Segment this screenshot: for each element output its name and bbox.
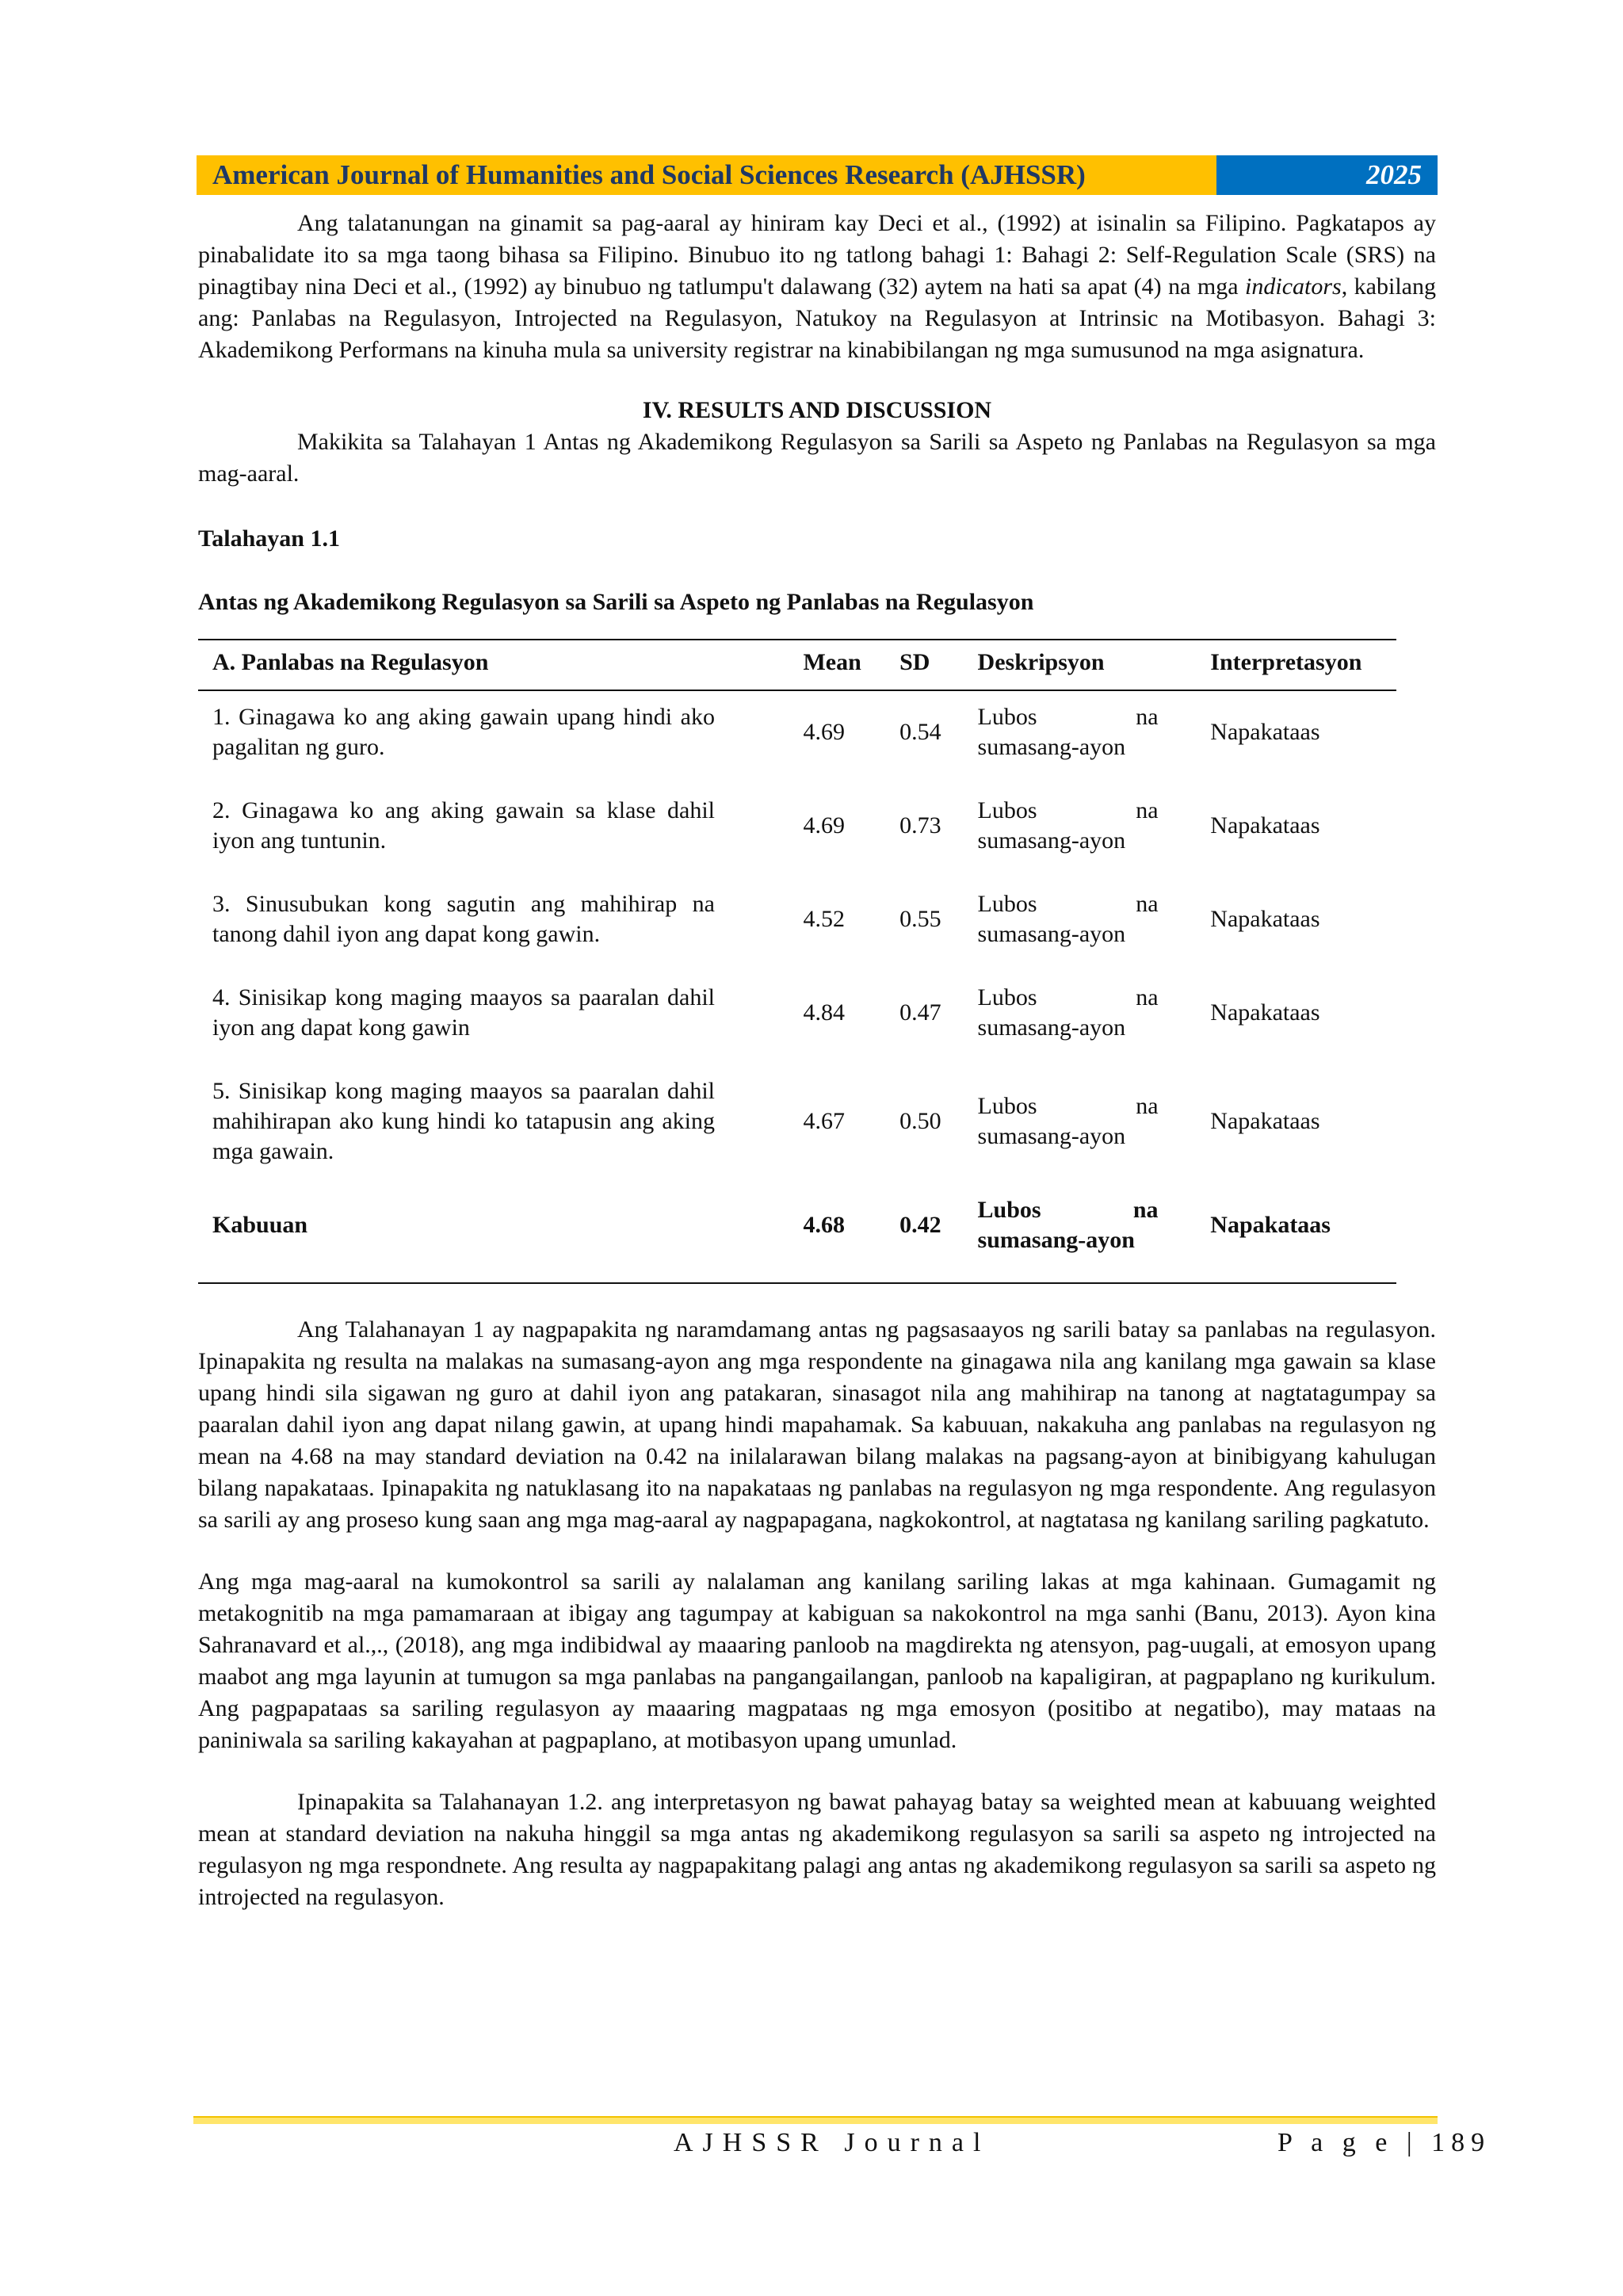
desc-word: na <box>1136 704 1159 730</box>
row-desc <box>978 702 1159 762</box>
table-total-row <box>198 1190 1396 1283</box>
table-row <box>198 690 1396 786</box>
table-caption: Antas ng Akademikong Regulasyon sa Sarili sa Aspeto ng Panlabas na Regulasyon <box>198 589 1034 615</box>
row-interp: Napakataas <box>1210 1108 1320 1134</box>
row-sd: 0.73 <box>899 812 941 839</box>
section-intro: Makikita sa Talahayan 1 Antas ng Akademikong Regulasyon sa Sarili sa Aspeto ng Panlabas na Regulasyon sa mga mag-aaral. <box>198 429 1436 487</box>
desc-word: Lubos <box>977 797 1037 823</box>
row-sd: 0.54 <box>899 719 941 745</box>
row-interp: Napakataas <box>1210 906 1320 932</box>
header-desc: Deskripsyon <box>964 640 1197 690</box>
table-row <box>198 786 1396 880</box>
row-interp: Napakataas <box>1210 812 1320 839</box>
row-mean: 4.67 <box>803 1108 845 1134</box>
desc-word: sumasang-ayon <box>977 734 1126 760</box>
footer-journal: AJHSSR Journal <box>674 2128 991 2157</box>
header-sd: SD <box>885 640 963 690</box>
desc-word: Lubos <box>977 984 1037 1010</box>
row-item: 4. Sinisikap kong maging maayos sa paaralan dahil iyon ang dapat kong gawin <box>212 984 715 1041</box>
page-content <box>198 208 1436 1913</box>
journal-title: American Journal of Humanities and Social Sciences Research (AJHSSR) <box>197 155 1216 195</box>
row-item: 5. Sinisikap kong maging maayos sa paaralan dahil mahihirapan ako kung hindi ko tatapusin ang aking mga gawain. <box>212 1078 715 1164</box>
section-title: IV. RESULTS AND DISCUSSION <box>642 397 992 423</box>
footer-rule <box>193 2116 1438 2124</box>
desc-word: Lubos <box>977 1197 1041 1223</box>
desc-word: Lubos <box>977 891 1037 917</box>
row-mean: 4.84 <box>803 999 845 1026</box>
desc-word: na <box>1136 891 1159 917</box>
table-row <box>198 880 1396 973</box>
discussion-paragraph-3: Ipinapakita sa Talahanayan 1.2. ang interpretasyon ng bawat pahayag batay sa weighted mean at kabuuang weighted mean at standard deviation na nakuha hinggil sa mga antas ng akademikong regulasyon sa sarili sa aspeto ng introjected na regulasyon ng mga respondnete. Ang resulta ay nagpapakitang palagi ang antas ng akademikong regulasyon sa sarili sa aspeto ng introjected na regulasyon. <box>198 1789 1436 1910</box>
row-desc <box>978 1091 1159 1152</box>
row-interp: Napakataas <box>1210 999 1320 1026</box>
row-interp: Napakataas <box>1210 719 1320 745</box>
table-header-row <box>198 640 1396 690</box>
journal-year: 2025 <box>1216 155 1438 195</box>
intro-paragraph <box>198 208 1436 366</box>
row-item: 3. Sinusubukan kong sagutin ang mahihirap na tanong dahil iyon ang dapat kong gawin. <box>212 891 715 947</box>
desc-word: sumasang-ayon <box>977 1014 1126 1041</box>
desc-word: sumasang-ayon <box>977 1123 1126 1149</box>
header-interp: Interpretasyon <box>1196 640 1396 690</box>
table-row <box>198 973 1396 1067</box>
desc-word: na <box>1136 984 1159 1010</box>
header-item: A. Panlabas na Regulasyon <box>198 640 789 690</box>
desc-word: sumasang-ayon <box>977 827 1126 854</box>
row-desc <box>978 889 1159 949</box>
intro-text-a: Ang talatanungan na ginamit sa pag-aaral ay hiniram kay Deci et al., (1992) at isinalin sa Filipino. Pagkatapos ay pinabalidate ito sa mga taong bihasa sa Filipino. Binubuo ito ng tatlong bahagi 1: Bahagi 2: Self-Regulation Scale (SRS) na pinagtibay nina Deci et al., (1992) ay binubuo ng tatlumpu't dalawang (32) aytem na hati sa apat (4) na mga <box>198 210 1436 300</box>
table-row <box>198 1067 1396 1190</box>
footer-page-number: P a g e | 189 <box>1277 2128 1491 2157</box>
row-item: 2. Ginagawa ko ang aking gawain sa klase dahil iyon ang tuntunin. <box>212 797 715 854</box>
results-table <box>198 639 1396 1284</box>
total-interp: Napakataas <box>1196 1190 1396 1283</box>
table-label: Talahayan 1.1 <box>198 525 340 552</box>
total-mean: 4.68 <box>789 1190 885 1283</box>
row-sd: 0.47 <box>899 999 941 1026</box>
desc-word: na <box>1136 797 1159 823</box>
desc-word: na <box>1132 1197 1159 1223</box>
desc-word: na <box>1136 1093 1159 1119</box>
intro-text-b: , kabilang ang: Panlabas na Regulasyon, Introjected na Regulasyon, Natukoy na Regulasyon at Intrinsic na Motibasyon. Bahagi 3: Akademikong Performans na kinuha mula sa university registrar na kinabibilangan ng mga sumusunod na mga asignatura. <box>198 273 1436 363</box>
row-sd: 0.55 <box>899 906 941 932</box>
header-mean: Mean <box>789 640 885 690</box>
total-label: Kabuuan <box>198 1190 789 1283</box>
desc-word: sumasang-ayon <box>977 921 1126 947</box>
row-desc <box>978 983 1159 1043</box>
total-sd: 0.42 <box>885 1190 963 1283</box>
row-mean: 4.69 <box>803 812 845 839</box>
desc-word: sumasang-ayon <box>977 1227 1135 1253</box>
discussion-paragraph-2: Ang mga mag-aaral na kumokontrol sa sarili ay nalalaman ang kanilang sariling lakas at mga kahinaan. Gumagamit ng metakognitib na mga pamamaraan at ibigay ang tagumpay at kabiguan sa nakokontrol na mga sanhi (Banu, 2013). Ayon kina Sahranavard et al.,., (2018), ang mga indibidwal ay maaaring panloob na magdirekta ng atensyon, pag-uugali, at emosyon upang maabot ang mga layunin at tumugon sa mga panlabas na pangangailangan, panloob na kapaligiran, at pagpaplano ng kurikulum. Ang pagpapataas sa sariling regulasyon ay maaaring magpataas ng mga emosyon (positibo at negatibo), may mataas na paniniwala sa sariling kakayahan at pagpaplano, at motibasyon upang umunlad. <box>198 1568 1436 1753</box>
row-mean: 4.69 <box>803 719 845 745</box>
row-mean: 4.52 <box>803 906 845 932</box>
desc-word: Lubos <box>977 704 1037 730</box>
intro-italic: indicators <box>1245 273 1342 300</box>
desc-word: Lubos <box>977 1093 1037 1119</box>
total-desc <box>978 1195 1159 1255</box>
journal-header-bar <box>197 155 1438 195</box>
row-desc <box>978 796 1159 856</box>
discussion-paragraph-1: Ang Talahanayan 1 ay nagpapakita ng naramdamang antas ng pagsasaayos ng sarili batay sa panlabas na regulasyon. Ipinapakita ng resulta na malakas na sumasang-ayon ang mga respondente na ginagawa nila ang kanilang mga gawain sa klase upang hindi sila sigawan ng guro at dahil iyon ang patakaran, sinasagot nila ang mahihirap na tanong at nagtatagumpay sa paaralan dahil iyon ang dapat nilang gawin, at upang hindi mapahamak. Sa kabuuan, nakakuha ang panlabas na regulasyon ng mean na 4.68 na may standard deviation na 0.42 na inilalarawan bilang malakas na pagsang-ayon at binibigyang kahulugan bilang napakataas. Ipinapakita ng natuklasang ito na napakataas ng panlabas na regulasyon ng mga respondente. Ang regulasyon sa sarili ay ang proseso kung saan ang mga mag-aaral ay nagpapagana, nagkokontrol, at nagtatasa ng kanilang sariling pagkatuto. <box>198 1316 1436 1533</box>
row-sd: 0.50 <box>899 1108 941 1134</box>
row-item: 1. Ginagawa ko ang aking gawain upang hindi ako pagalitan ng guro. <box>212 704 715 760</box>
